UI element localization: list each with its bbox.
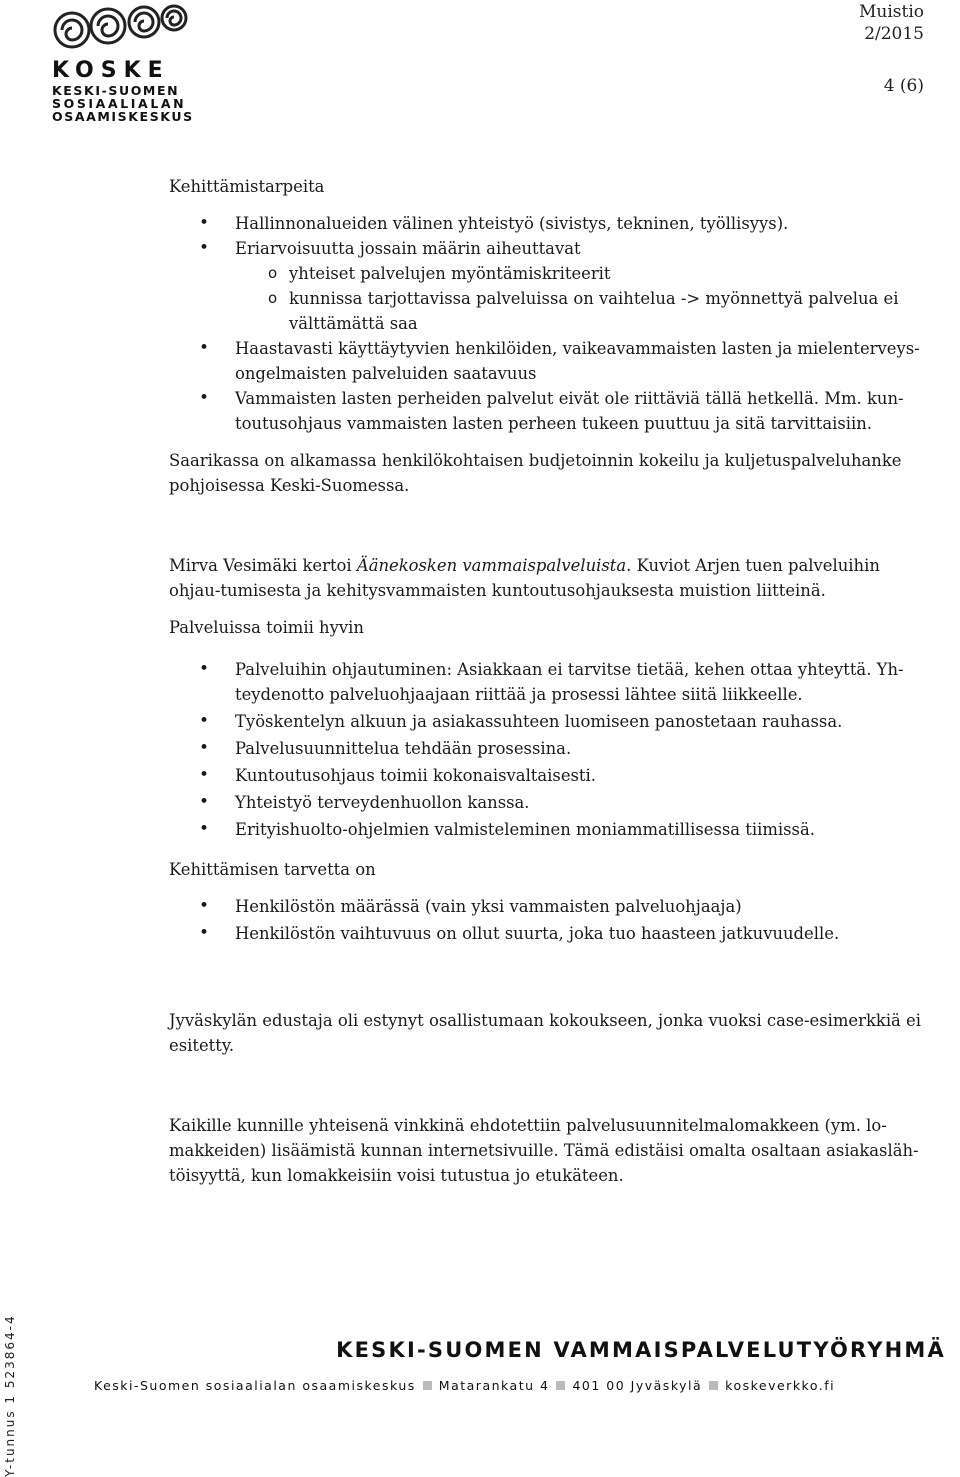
footer-contact xyxy=(94,1378,835,1393)
mirva-intro-italic: Äänekosken vammaispalveluista xyxy=(356,556,627,575)
list-item: • Kuntoutusohjaus toimii kokonaisvaltaisesti. xyxy=(169,763,929,788)
works-heading: Palveluissa toimii hyvin xyxy=(169,618,364,637)
separator-square-icon xyxy=(556,1381,565,1390)
business-id: Y-tunnus 1 523864-4 xyxy=(3,1314,17,1477)
needs-heading: Kehittämisen tarvetta on xyxy=(169,860,376,879)
separator-square-icon xyxy=(423,1381,432,1390)
doc-type: Muistio xyxy=(858,2,924,22)
logo-koske-text: KOSKE xyxy=(52,58,170,83)
doc-number: 2/2015 xyxy=(864,24,924,44)
list-item xyxy=(169,236,929,336)
dev-needs-list xyxy=(169,211,929,436)
footer-org: Keski-Suomen sosiaalialan osaamiskeskus xyxy=(94,1378,416,1393)
list-item: • Henkilöstön vaihtuvuus on ollut suurta, joka tuo haasteen jatkuvuudelle. xyxy=(169,921,929,946)
logo-line-sosiaalialan: SOSIAALIALAN xyxy=(52,96,187,111)
koske-logo-mark-icon xyxy=(50,4,190,56)
all-municipalities-paragraph: Kaikille kunnille yhteisenä vinkkinä ehdotettiin palvelusuunnitelmalomakkeen (ym. lo-makkeiden) lisäämistä kunnan internetsivuille. Tämä edistäisi omalta osaltaan asiakasläh-töisyyttä, kun lomakkeisiin voisi tutustua jo etukäteen. xyxy=(169,1116,919,1185)
list-item: • Palvelusuunnittelua tehdään prosessina. xyxy=(169,736,929,761)
logo-line-keski-suomen: KESKI-SUOMEN xyxy=(52,83,180,98)
list-item: • Hallinnonalueiden välinen yhteistyö (sivistys, tekninen, työllisyys). xyxy=(169,211,929,236)
footer-address: Matarankatu 4 xyxy=(438,1378,550,1393)
list-item-text: Eriarvoisuutta jossain määrin aiheuttavat xyxy=(235,239,581,258)
footer-title: KESKI-SUOMEN VAMMAISPALVELUTYÖRYHMÄ xyxy=(336,1338,946,1362)
dev-needs-heading: Kehittämistarpeita xyxy=(169,177,325,196)
footer-city: 401 00 Jyväskylä xyxy=(572,1378,703,1393)
list-item: • Vammaisten lasten perheiden palvelut eivät ole riittäviä tällä hetkellä. Mm. kun-toutusohjaus vammaisten lasten perheen tukeen puuttuu ja sitä tarvittaisiin. xyxy=(169,386,929,436)
list-item: • Henkilöstön määrässä (vain yksi vammaisten palveluohjaaja) xyxy=(169,894,929,919)
logo-line-osaamiskeskus: OSAAMISKESKUS xyxy=(52,109,194,124)
works-list xyxy=(169,657,929,842)
sub-list-item: o kunnissa tarjottavissa palveluissa on vaihtelua -> myönnettyä palvelua ei välttämättä saa xyxy=(169,286,929,336)
document-body xyxy=(169,174,929,1188)
mirva-intro-text: Mirva Vesimäki kertoi xyxy=(169,556,357,575)
mirva-intro xyxy=(169,553,929,603)
list-item: • Yhteistyö terveydenhuollon kanssa. xyxy=(169,790,929,815)
needs-list xyxy=(169,894,929,946)
sub-list xyxy=(235,261,929,336)
list-item: • Työskentelyn alkuun ja asiakassuhteen luomiseen panostetaan rauhassa. xyxy=(169,709,929,734)
jyvaskyla-paragraph: Jyväskylän edustaja oli estynyt osallistumaan kokoukseen, jonka vuoksi case-esimerkkiä ei esitetty. xyxy=(169,1011,921,1055)
mirva-intro-rest: . Kuviot Arjen tuen palveluihin ohjau-tumisesta ja kehitysvammaisten kuntoutusohjauksesta muistion liitteinä. xyxy=(169,556,880,600)
list-item: • Haastavasti käyttäytyvien henkilöiden, vaikeavammaisten lasten ja mielenterveys-ongelmaisten palveluiden saatavuus xyxy=(169,336,929,386)
koske-logo xyxy=(50,4,200,122)
footer-web[interactable]: koskeverkko.fi xyxy=(725,1378,836,1393)
saarikka-paragraph: Saarikassa on alkamassa henkilökohtaisen budjetoinnin kokeilu ja kuljetuspalveluhanke pohjoisessa Keski-Suomessa. xyxy=(169,451,902,495)
sub-list-item: o yhteiset palvelujen myöntämiskriteerit xyxy=(169,261,929,286)
separator-square-icon xyxy=(709,1381,718,1390)
list-item: • Erityishuolto-ohjelmien valmisteleminen moniammatillisessa tiimissä. xyxy=(169,817,929,842)
list-item: • Palveluihin ohjautuminen: Asiakkaan ei tarvitse tietää, kehen ottaa yhteyttä. Yh-teydenotto palveluohjaajaan riittää ja prosessi lähtee siitä liikkeelle. xyxy=(169,657,929,707)
page-number: 4 (6) xyxy=(883,76,924,96)
